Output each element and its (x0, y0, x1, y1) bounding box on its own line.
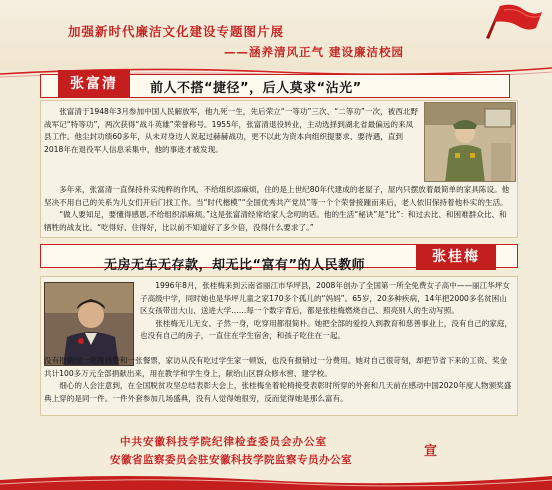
section1-paragraph: 张富清于1948年3月参加中国人民解放军，他九死一生，先后荣立“一等功”三次、“二等功”一次，被西北野战军记“特等功”，两次获得“战斗英雄”荣誉称号。1955年，张富清退役转业，主动选择到湖北省最偏远的来凤县工作。他尘封功绩60多年，从未对身边人说起过赫赫战功，更不以此为资本向组织提要求、要待遇，直到2018年在退役军人信息采集中，他的事迹才被发现。 (44, 107, 419, 154)
section2-name-tag: 张桂梅 (416, 244, 496, 270)
publicity-mark: 宣 (424, 444, 438, 459)
exhibition-title: 加强新时代廉洁文化建设专题图片展 (68, 24, 285, 39)
section2-paragraph: 细心的人会注意到，在全国脱贫攻坚总结表彰大会上，张桂梅坐着轮椅接受表彰时所穿的外套和几天前在感动中国2020年度人物颁奖盛典上穿的是同一件。一件外套参加几场盛典，没有人觉得她很穷，反而觉得她是那么富有。 (44, 381, 512, 403)
red-flag-icon (480, 2, 544, 42)
issuer-office-2: 安徽省监察委员会驻安徽科技学院监察专员办公室 (110, 454, 352, 466)
section1-body-narrow (44, 106, 419, 156)
section1-headline: 前人不搭“捷径”，后人莫求“沾光” (150, 81, 362, 96)
bottom-swoosh-decoration (0, 470, 552, 490)
issuer-office-1: 中共安徽科技学院纪律检查委员会办公室 (120, 436, 327, 448)
section1-name-tag: 张富清 (58, 70, 130, 98)
teacher-portrait-image (45, 283, 134, 366)
section1-body-wide (44, 184, 514, 234)
section2-body-wide (44, 355, 514, 405)
section2-photo (44, 282, 134, 366)
section2-paragraph: 张桂梅无儿无女、子然一身，吃穿用都很简朴。她把全部的爱投入到教育和慈善事业上，没有自己的家庭，也没有自己的房子，一直住在学生宿舍，和孩子吃住在一起。 (140, 318, 513, 341)
section1-photo (424, 102, 516, 182)
section2-paragraph: 没有报销过一笔接待费和一张餐票，家访从没有吃过学生家一顿饭，也没有报销过一分费用。她对自己很苛刻，却把节省下来的工资、奖金共计100多万元全部捐献出来，用在教学和学生身上，献给山区群众修水窖、建学校。 (44, 356, 508, 378)
section1-paragraph: “做人要知足，要懂得感恩,不给组织添麻烦。”这是张富清经常给家人念叨的话。他的生活“秘诀”是“比”：和过去比、和困难群众比、和牺牲的战友比。“吃得好、住得好，比以前不知道好了多少倍，没得什么要求了。” (44, 210, 507, 232)
veteran-portrait-image (425, 103, 516, 182)
section2-headline: 无房无车无存款，却无比“富有”的人民教师 (104, 258, 366, 273)
section1-paragraph: 多年来，张富清一直保持朴实纯粹的作风，不给组织添麻烦，住的是上世纪80年代建成的老屋子，屋内只摆放着最简单的家具陈设。他坚决不用自己的关系为儿女们开后门找工作。当“时代楷模”“全国优秀共产党员”等一个个荣誉接踵而来后，老人依旧保持着他朴实的生活。 (44, 185, 510, 207)
exhibition-subtitle: ——涵养清风正气 建设廉洁校园 (224, 45, 405, 59)
section2-body-narrow (140, 280, 514, 343)
section2-paragraph: 1996年8月，张桂梅来到云南省丽江市华坪县，2008年创办了全国第一所全免费女子高中——丽江华坪女子高级中学，同时她也是华坪儿童之家170多个孤儿的“妈妈”。65岁，20多种疾病，14年把2000多名贫困山区女孩带出大山、送进大学……每一个数字背后，都是张桂梅燃烧自己、照亮别人的生动写照。 (140, 281, 511, 316)
